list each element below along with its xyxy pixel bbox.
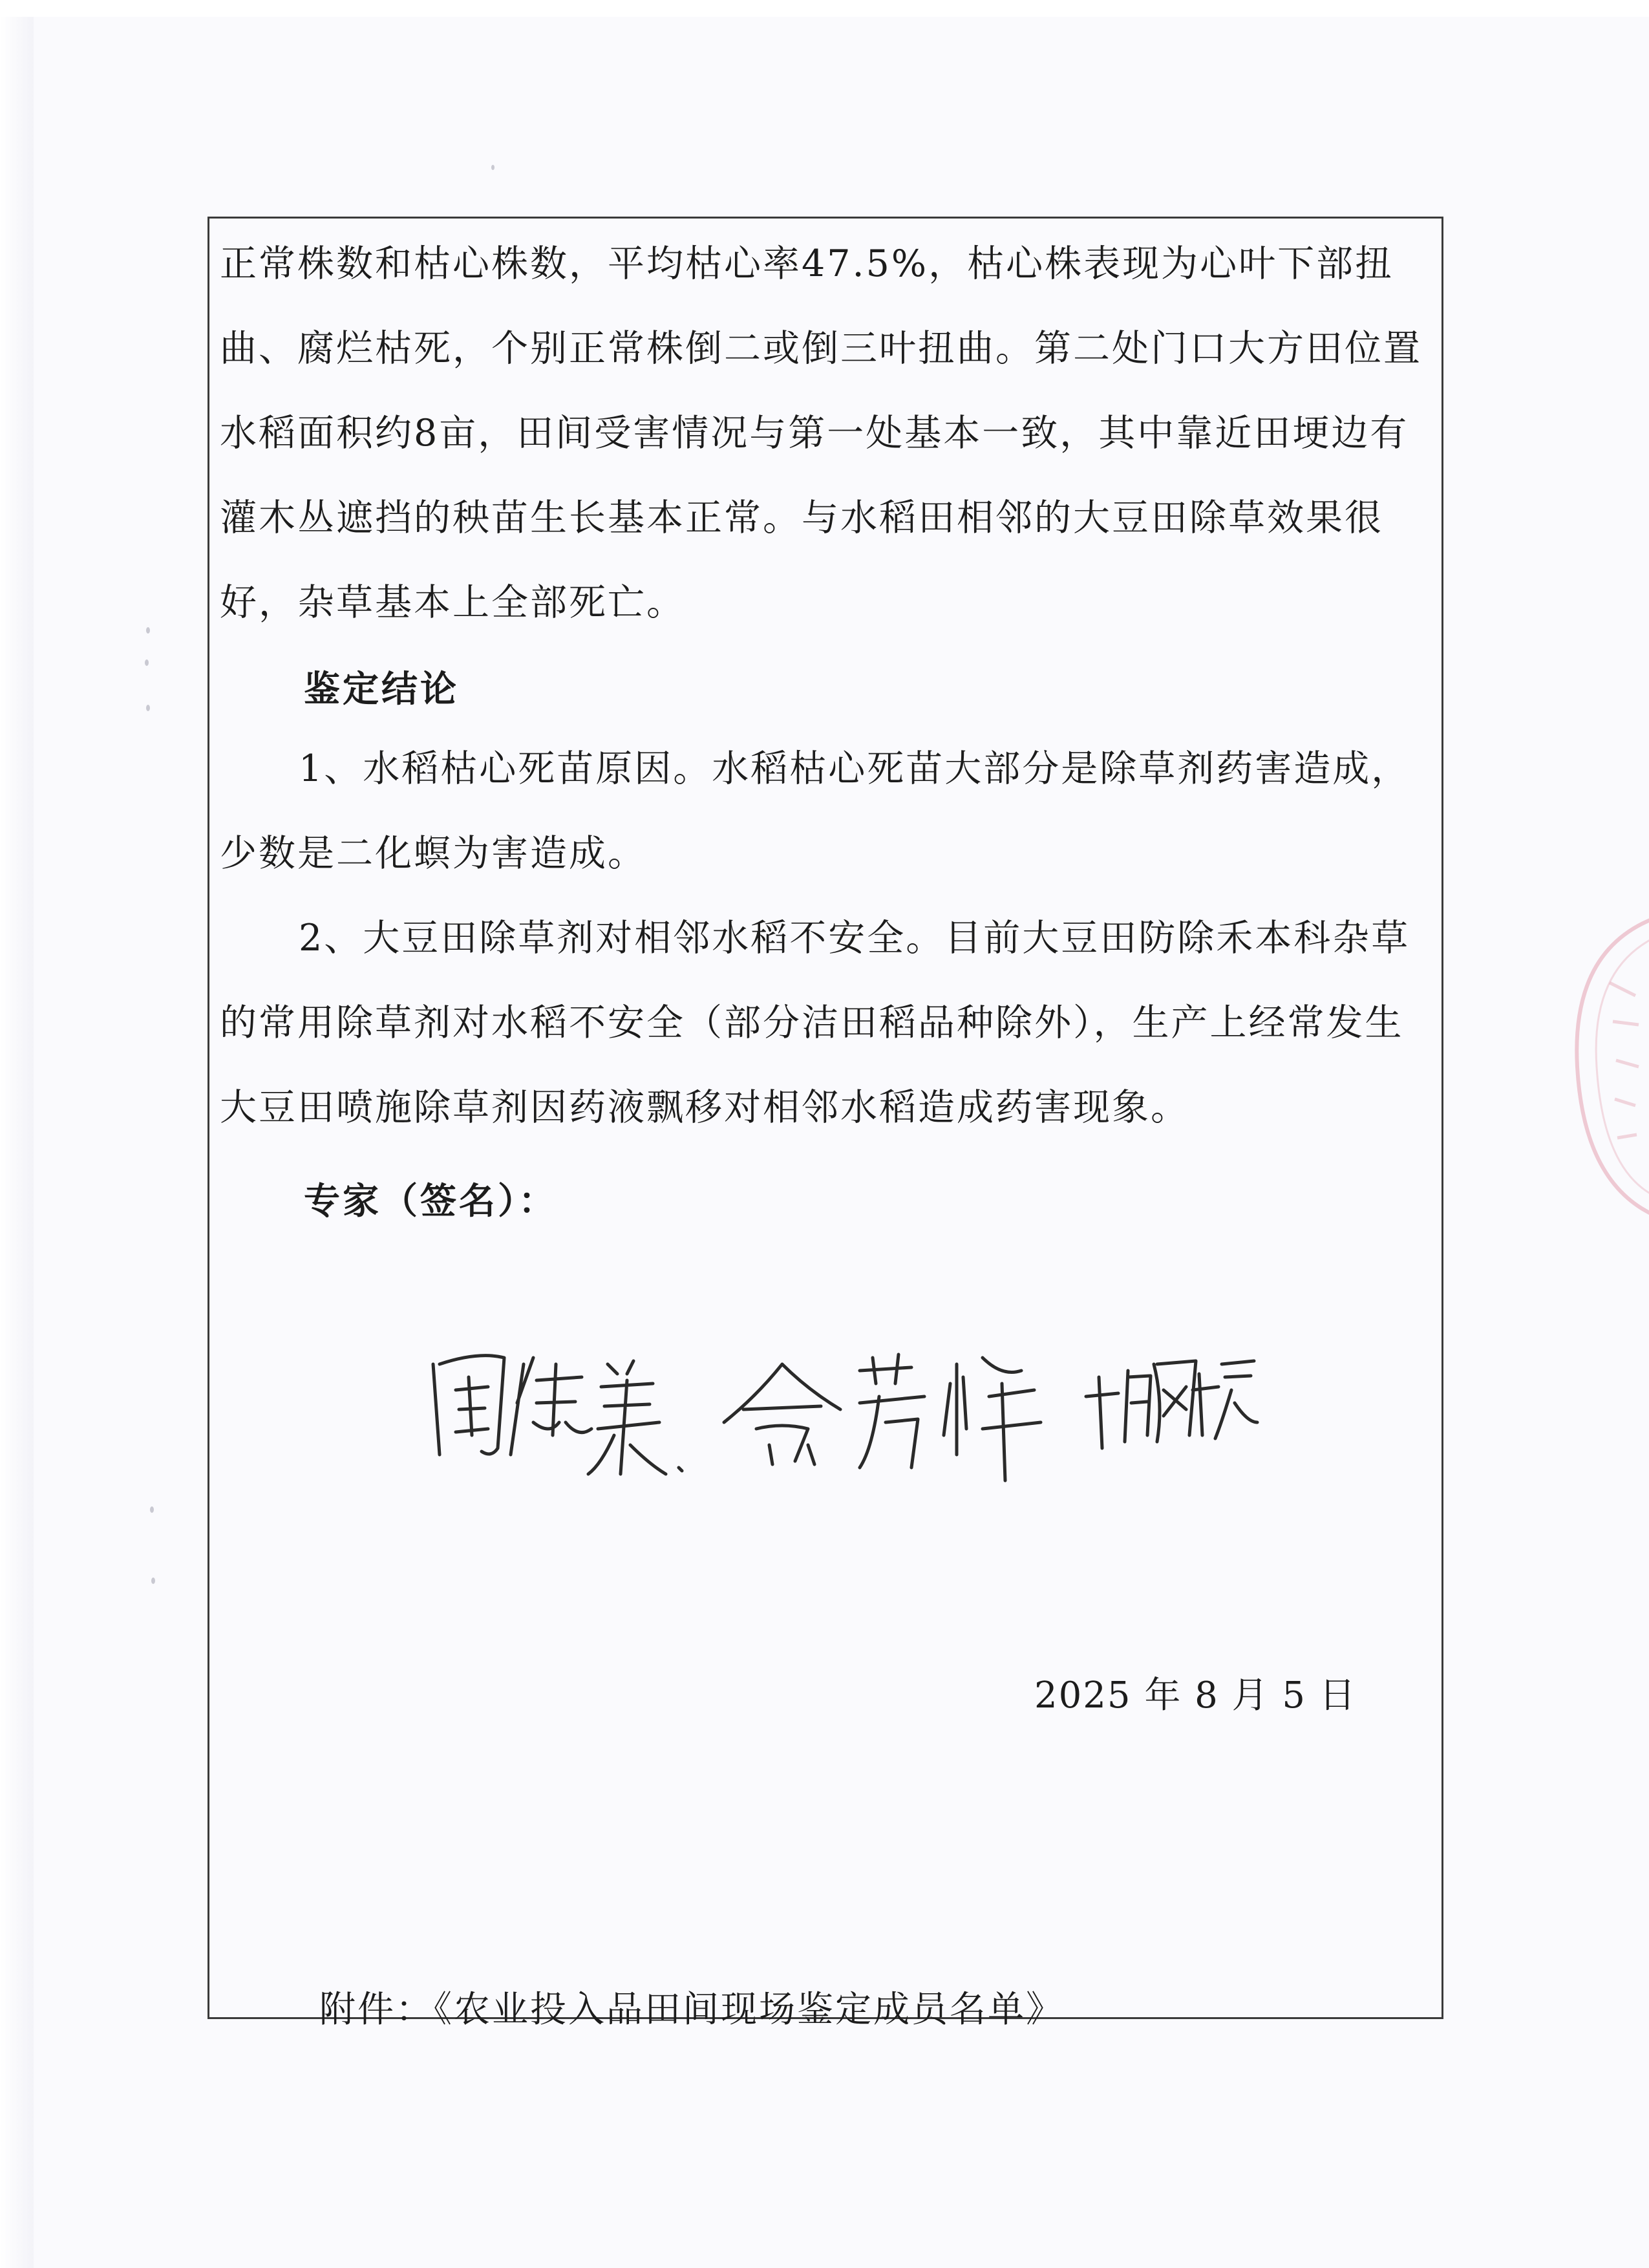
scan-left-edge bbox=[0, 0, 34, 2268]
conclusion-heading: 鉴定结论 bbox=[304, 668, 459, 711]
conclusion-item-1: 1、水稻枯心死苗原因。水稻枯心死苗大部分是除草剂药害造成，少数是二化螟为害造成。 bbox=[220, 747, 1410, 875]
official-stamp bbox=[1564, 912, 1649, 1222]
binder-mark bbox=[146, 627, 150, 634]
binder-mark bbox=[151, 1578, 155, 1584]
continued-paragraph: 正常株数和枯心株数，平均枯心率47.5%，枯心株表现为心叶下部扭曲、腐烂枯死，个别正常株倒二或倒三叶扭曲。第二处门口大方田位置水稻面积约8亩，田间受害情况与第一处基本一致，其中靠近田埂边有灌木丛遮挡的秧苗生长基本正常。与水稻田相邻的大豆田除草效果很好，杂草基本上全部死亡。 bbox=[220, 242, 1422, 624]
conclusion-item-2: 2、大豆田除草剂对相邻水稻不安全。目前大豆田防除禾本科杂草的常用除草剂对水稻不安全（部分洁田稻品种除外），生产上经常发生大豆田喷施除草剂因药液飘移对相邻水稻造成药害现象。 bbox=[220, 917, 1410, 1129]
binder-mark bbox=[150, 1506, 154, 1513]
signing-date: 2025 年 8 月 5 日 bbox=[1034, 1674, 1357, 1717]
handwritten-signatures bbox=[420, 1325, 1261, 1493]
scan-top-edge bbox=[0, 0, 1649, 17]
expert-signature-label: 专家（签名）： bbox=[304, 1180, 557, 1223]
binder-mark bbox=[146, 705, 150, 711]
binder-mark bbox=[145, 659, 149, 666]
attachment-note: 附件：《农业投入品田间现场鉴定成员名单》 bbox=[319, 1989, 1064, 2031]
scan-speck bbox=[491, 165, 495, 170]
